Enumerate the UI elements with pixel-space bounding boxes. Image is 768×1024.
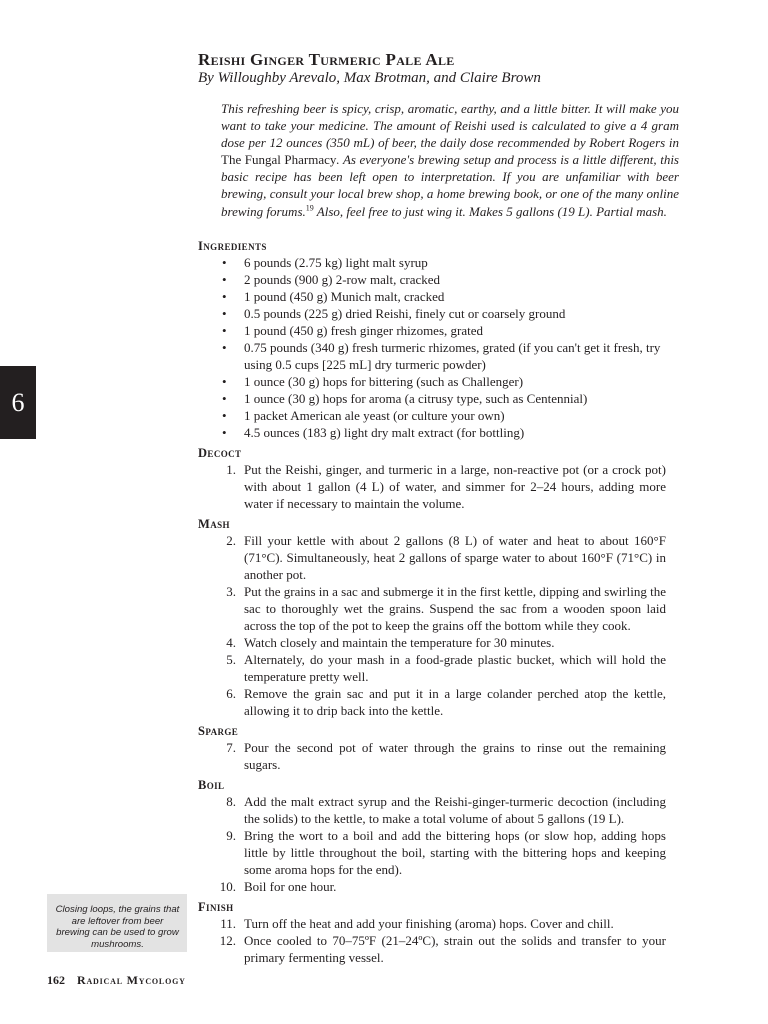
step-item — [198, 915, 666, 932]
steps-list — [198, 793, 666, 895]
section-heading-decoct: Decoct — [198, 446, 242, 460]
step-text: Add the malt extract syrup and the Reishi-ginger-turmeric decoction (including the solids) to the kettle, to make a total volume of about 5 gallons (19 L). — [244, 794, 666, 826]
section-heading-sparge: Sparge — [198, 724, 239, 738]
step-item — [198, 634, 666, 651]
section-heading-mash: Mash — [198, 517, 230, 531]
recipe-title: Reishi Ginger Turmeric Pale Ale — [198, 50, 455, 69]
section-heading-boil: Boil — [198, 778, 225, 792]
step-text: Turn off the heat and add your finishing (aroma) hops. Cover and chill. — [244, 916, 614, 931]
step-text: Once cooled to 70–75ºF (21–24ºC), strain out the solids and transfer to your primary fermenting vessel. — [244, 933, 666, 965]
step-number: 2. — [226, 533, 236, 548]
ingredient-item: • 0.75 pounds (340 g) fresh turmeric rhizomes, grated (if you can't get it fresh, try using 0.5 cups [225 mL] dry turmeric powder) — [198, 339, 666, 373]
recipe-byline: By Willoughby Arevalo, Max Brotman, and Claire Brown — [198, 70, 541, 86]
step-text: Alternately, do your mash in a food-grade plastic bucket, which will hold the temperature pretty well. — [244, 652, 666, 684]
step-text: Put the grains in a sac and submerge it in the first kettle, dipping and swirling the sac to thoroughly wet the grains. Suspend the sac from a wooden spoon laid across the top of the pot to keep the grains off the bottom while they cook. — [244, 584, 666, 633]
step-item — [198, 932, 666, 966]
step-text: Watch closely and maintain the temperature for 30 minutes. — [244, 635, 555, 650]
ingredient-item: • 1 ounce (30 g) hops for aroma (a citrusy type, such as Centennial) — [198, 390, 666, 407]
step-number: 1. — [226, 462, 236, 477]
step-item — [198, 685, 666, 719]
ingredient-item: • 4.5 ounces (183 g) light dry malt extract (for bottling) — [198, 424, 666, 441]
footer-book-title: Radical Mycology — [77, 973, 186, 987]
step-number: 3. — [226, 584, 236, 599]
ingredient-item: • 6 pounds (2.75 kg) light malt syrup — [198, 254, 666, 271]
steps-list — [198, 739, 666, 773]
steps-list — [198, 532, 666, 719]
step-number: 7. — [226, 740, 236, 755]
steps-sections — [198, 445, 666, 966]
step-text: Remove the grain sac and put it in a large colander perched atop the kettle, allowing it to drip back into the kettle. — [244, 686, 666, 718]
step-number: 5. — [226, 652, 236, 667]
ingredient-item: • 1 pound (450 g) fresh ginger rhizomes, grated — [198, 322, 666, 339]
step-number: 12. — [219, 933, 236, 948]
ingredient-item: • 0.5 pounds (225 g) dried Reishi, finely cut or coarsely ground — [198, 305, 666, 322]
sidebar-note: Closing loops, the grains that are leftover from beer brewing can be used to grow mushrooms. — [47, 894, 187, 952]
step-text: Bring the wort to a boil and add the bittering hops (or slow hop, adding hops little by little throughout the boil, starting with the bittering hops and keeping some aroma hops for the end). — [244, 828, 666, 877]
step-item — [198, 651, 666, 685]
step-number: 10. — [219, 879, 236, 894]
intro-part3: Also, feel free to just wing it. Makes 5 gallons (19 L). Partial mash. — [313, 203, 667, 219]
step-number: 4. — [226, 635, 236, 650]
step-text: Put the Reishi, ginger, and turmeric in a large, non-reactive pot (or a crock pot) with about 1 gallon (4 L) of water, and simmer for 2–24 hours, adding more water if necessary to maintain the volume. — [244, 462, 666, 511]
ingredient-item: • 1 packet American ale yeast (or culture your own) — [198, 407, 666, 424]
steps-list — [198, 461, 666, 512]
step-item — [198, 739, 666, 773]
step-item — [198, 583, 666, 634]
ingredient-item: • 1 ounce (30 g) hops for bittering (such as Challenger) — [198, 373, 666, 390]
step-item — [198, 878, 666, 895]
footnote-marker: 19 — [305, 203, 314, 213]
page-footer — [47, 973, 186, 988]
steps-list — [198, 915, 666, 966]
ingredient-item: • 1 pound (450 g) Munich malt, cracked — [198, 288, 666, 305]
ingredient-item: • 2 pounds (900 g) 2-row malt, cracked — [198, 271, 666, 288]
step-number: 11. — [220, 916, 236, 931]
step-text: Fill your kettle with about 2 gallons (8 L) of water and heat to about 160°F (71°C). Simultaneously, heat 2 gallons of sparge water to about 160°F (71°C) in another pot. — [244, 533, 666, 582]
recipe-intro — [221, 100, 679, 220]
intro-part2: . As everyone's brewing setup and process is a little different, this basic recipe has been left open to interpretation. If you are unfamiliar with beer brewing, consult your local brew shop, a home brewing book, or one of the many online brewing forums. — [221, 152, 679, 219]
step-number: 6. — [226, 686, 236, 701]
step-item — [198, 827, 666, 878]
step-text: Pour the second pot of water through the grains to rinse out the remaining sugars. — [244, 740, 666, 772]
step-item — [198, 532, 666, 583]
page-number: 162 — [47, 973, 65, 987]
step-number: 8. — [226, 794, 236, 809]
step-number: 9. — [226, 828, 236, 843]
ingredients-heading: Ingredients — [198, 239, 267, 253]
step-item — [198, 461, 666, 512]
section-heading-finish: Finish — [198, 900, 234, 914]
ingredients-list — [198, 254, 666, 441]
recipe-body — [198, 238, 666, 966]
intro-part1: This refreshing beer is spicy, crisp, aromatic, earthy, and a little bitter. It will make you want to take your medicine. The amount of Reishi used is calculated to give a 4 gram dose per 12 ounces (350 mL) of beer, the daily dose recommended by Robert Rogers in — [221, 101, 679, 151]
step-item — [198, 793, 666, 827]
chapter-tab: 6 — [0, 366, 36, 439]
step-text: Boil for one hour. — [244, 879, 337, 894]
intro-book-title: The Fungal Pharmacy — [221, 152, 337, 168]
